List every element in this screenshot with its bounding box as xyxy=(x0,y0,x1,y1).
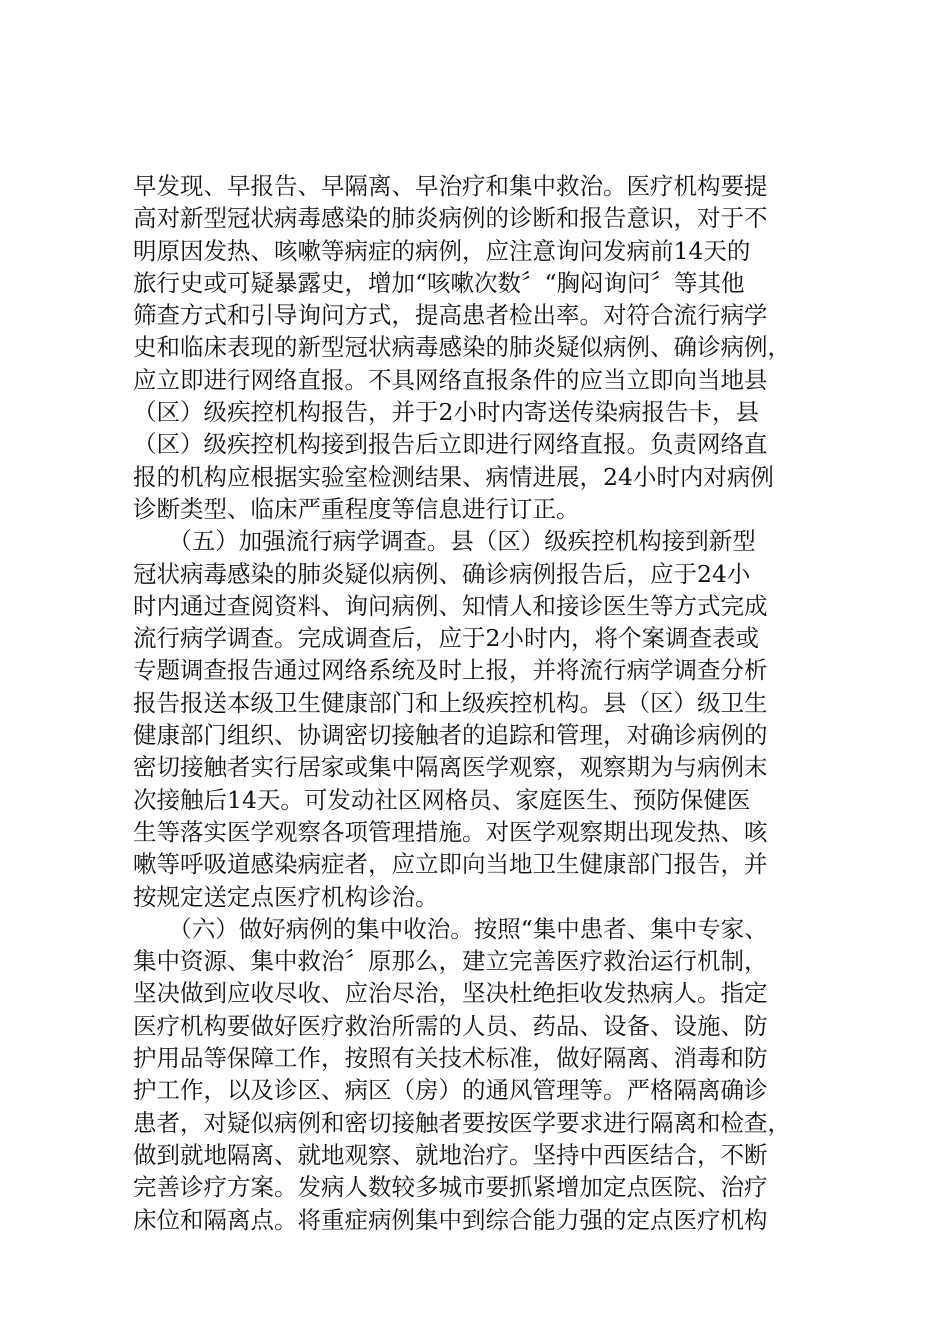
text-line: 坚决做到应收尽收、应治尽治，坚决杜绝拒收发热病人。指定 xyxy=(133,979,768,1008)
text-line: 完善诊疗方案。发病人数较多城市要抓紧增加定点医院、治疗 xyxy=(133,1173,768,1202)
text-line: 旅行史或可疑暴露史，增加“咳嗽次数〞“胸闷询问〞等其他 xyxy=(133,268,745,297)
text-line: （区）级疾控机构接到报告后立即进行网络直报。负责网络直 xyxy=(133,430,768,459)
text-line: （区）级疾控机构报告，并于2小时内寄送传染病报告卡，县 xyxy=(133,398,759,427)
text-line: 做到就地隔离、就地观察、就地治疗。坚持中西医结合，不断 xyxy=(133,1140,768,1169)
text-line: 医疗机构要做好医疗救治所需的人员、药品、设备、设施、防 xyxy=(133,1011,768,1040)
text-line: 报告报送本级卫生健康部门和上级疾控机构。县（区）级卫生 xyxy=(133,688,768,717)
text-line: 床位和隔离点。将重症病例集中到综合能力强的定点医疗机构 xyxy=(133,1205,768,1234)
text-line: 诊断类型、临床严重程度等信息进行订正。 xyxy=(133,494,580,523)
text-line: 高对新型冠状病毒感染的肺炎病例的诊断和报告意识，对于不 xyxy=(133,204,768,233)
text-line: 应立即进行网络直报。不具网络直报条件的应当立即向当地县 xyxy=(133,365,768,394)
text-line: 按规定送定点医疗机构诊治。 xyxy=(133,882,439,911)
text-line: 明原因发热、咳嗽等病症的病例，应注意询问发病前14天的 xyxy=(133,236,751,265)
text-line: 流行病学调查。完成调查后，应于2小时内，将个案调查表或 xyxy=(133,624,759,653)
text-line: 护用品等保障工作，按照有关技术标准，做好隔离、消毒和防 xyxy=(133,1044,768,1073)
text-line: 时内通过查阅资料、询问病例、知情人和接诊医生等方式完成 xyxy=(133,591,768,620)
text-line: 密切接触者实行居家或集中隔离医学观察，观察期为与病例末 xyxy=(133,753,768,782)
text-line: （六）做好病例的集中收治。按照“集中患者、集中专家、 xyxy=(133,914,768,943)
text-line: 史和临床表现的新型冠状病毒感染的肺炎疑似病例、确诊病例， xyxy=(133,333,791,362)
text-line: （五）加强流行病学调查。县（区）级疾控机构接到新型 xyxy=(133,527,756,556)
text-line: 护工作，以及诊区、病区（房）的通风管理等。严格隔离确诊 xyxy=(133,1076,768,1105)
text-line: 早发现、早报告、早隔离、早治疗和集中救治。医疗机构要提 xyxy=(133,172,768,200)
text-line: 患者，对疑似病例和密切接触者要按医学要求进行隔离和检查， xyxy=(133,1108,791,1137)
text-line: 嗽等呼吸道感染病症者，应立即向当地卫生健康部门报告，并 xyxy=(133,850,768,879)
body-text xyxy=(133,170,853,1236)
text-line: 筛查方式和引导询问方式，提高患者检出率。对符合流行病学 xyxy=(133,301,768,330)
text-line: 集中资源、集中救治〞原那么，建立完善医疗救治运行机制， xyxy=(133,947,768,976)
text-line: 专题调查报告通过网络系统及时上报，并将流行病学调查分析 xyxy=(133,656,768,685)
text-line: 次接触后14天。可发动社区网格员、家庭医生、预防保健医 xyxy=(133,785,751,814)
text-line: 报的机构应根据实验室检测结果、病情进展，24小时内对病例 xyxy=(133,462,774,491)
text-line: 冠状病毒感染的肺炎疑似病例、确诊病例报告后，应于24小 xyxy=(133,559,751,588)
text-line: 生等落实医学观察各项管理措施。对医学观察期出现发热、咳 xyxy=(133,817,768,846)
text-line: 健康部门组织、协调密切接触者的追踪和管理，对确诊病例的 xyxy=(133,721,768,750)
